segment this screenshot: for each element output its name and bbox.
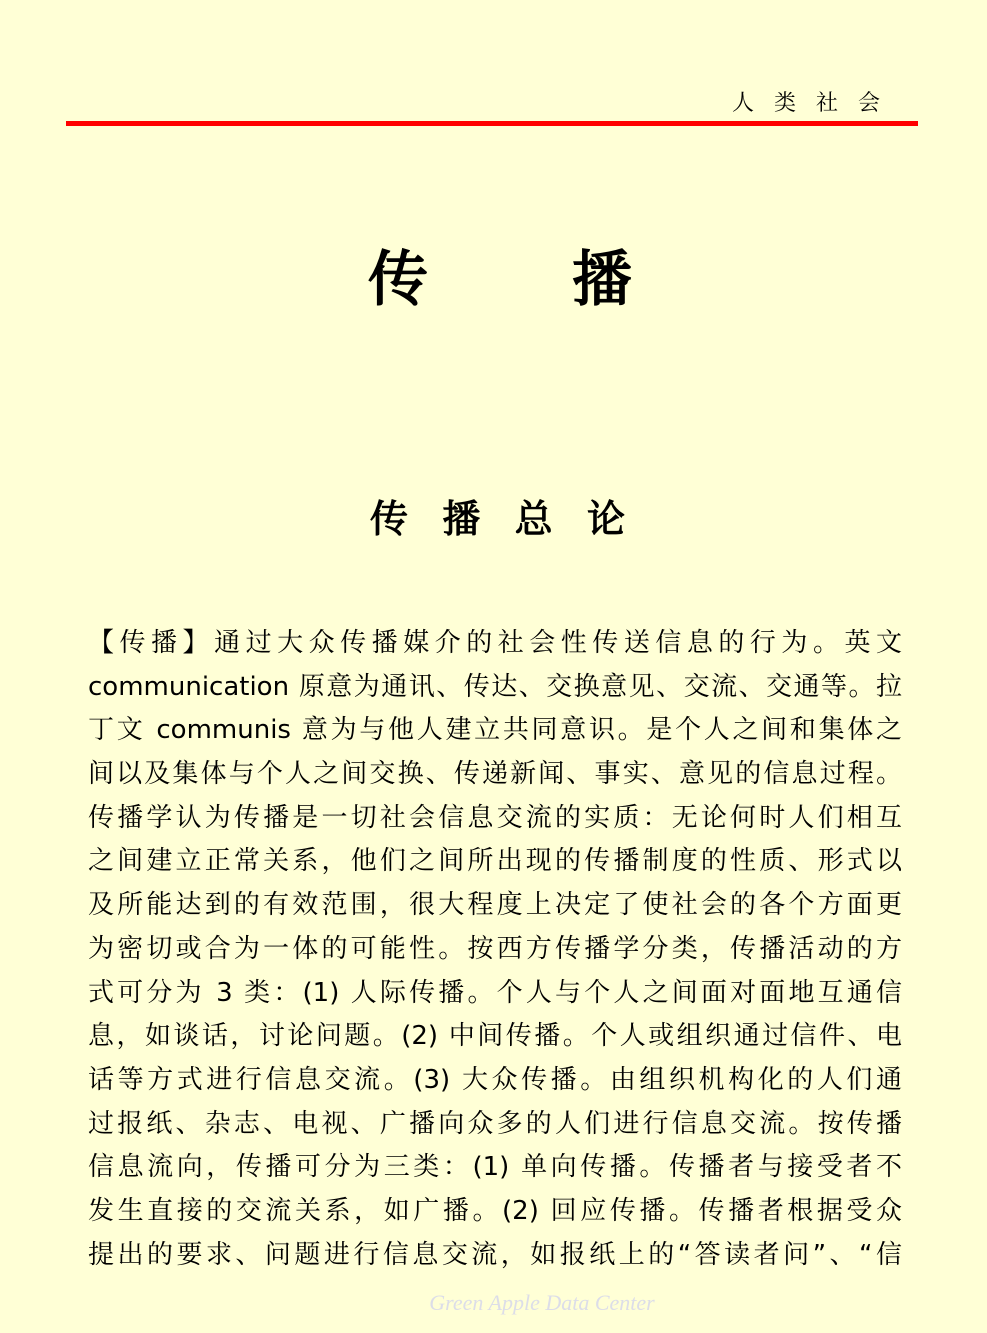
section-title-char: 论	[586, 497, 625, 541]
section-title	[370, 488, 625, 543]
chapter-title-char: 传	[368, 245, 428, 315]
body-line: 话等方式进行信息交流。(3) 大众传播。由组织机构化的人们通	[88, 1064, 902, 1095]
body-line: 信息流向，传播可分为三类：(1) 单向传播。传播者与接受者不	[88, 1152, 902, 1183]
body-line: 传播学认为传播是一切社会信息交流的实质：无论何时人们相互	[88, 802, 902, 833]
body-line: 息，如谈话，讨论问题。(2) 中间传播。个人或组织通过信件、电	[88, 1021, 902, 1052]
body-line: communication 原意为通讯、传达、交换意见、交流、交通等。拉	[88, 671, 902, 702]
body-line: 提出的要求、问题进行信息交流，如报纸上的“答读者问”、“信	[88, 1239, 902, 1270]
body-line: 过报纸、杂志、电视、广播向众多的人们进行信息交流。按传播	[88, 1108, 902, 1139]
chapter-title-char: 播	[572, 245, 632, 315]
body-line: 为密切或合为一体的可能性。按西方传播学分类，传播活动的方	[88, 933, 902, 964]
section-title-char: 总	[514, 497, 553, 541]
body-line: 丁文 communis 意为与他人建立共同意识。是个人之间和集体之	[88, 715, 902, 746]
section-title-char: 传	[370, 497, 409, 541]
watermark: Green Apple Data Center	[429, 1290, 655, 1315]
running-head: 人类社会	[731, 91, 900, 116]
body-line: 式可分为 3 类：(1) 人际传播。个人与个人之间面对面地互通信	[88, 977, 902, 1008]
body-line: 之间建立正常关系，他们之间所出现的传播制度的性质、形式以	[88, 846, 902, 877]
body-line: 及所能达到的有效范围，很大程度上决定了使社会的各个方面更	[88, 890, 902, 921]
body-line: 【传播】通过大众传播媒介的社会性传送信息的行为。英文	[88, 628, 902, 658]
body-text	[88, 622, 902, 1277]
section-title-char: 播	[442, 497, 481, 541]
body-line: 间以及集体与个人之间交换、传递新闻、事实、意见的信息过程。	[88, 759, 902, 790]
header-rule	[66, 121, 918, 126]
body-line: 发生直接的交流关系，如广播。(2) 回应传播。传播者根据受众	[88, 1195, 902, 1226]
chapter-title	[340, 232, 660, 318]
